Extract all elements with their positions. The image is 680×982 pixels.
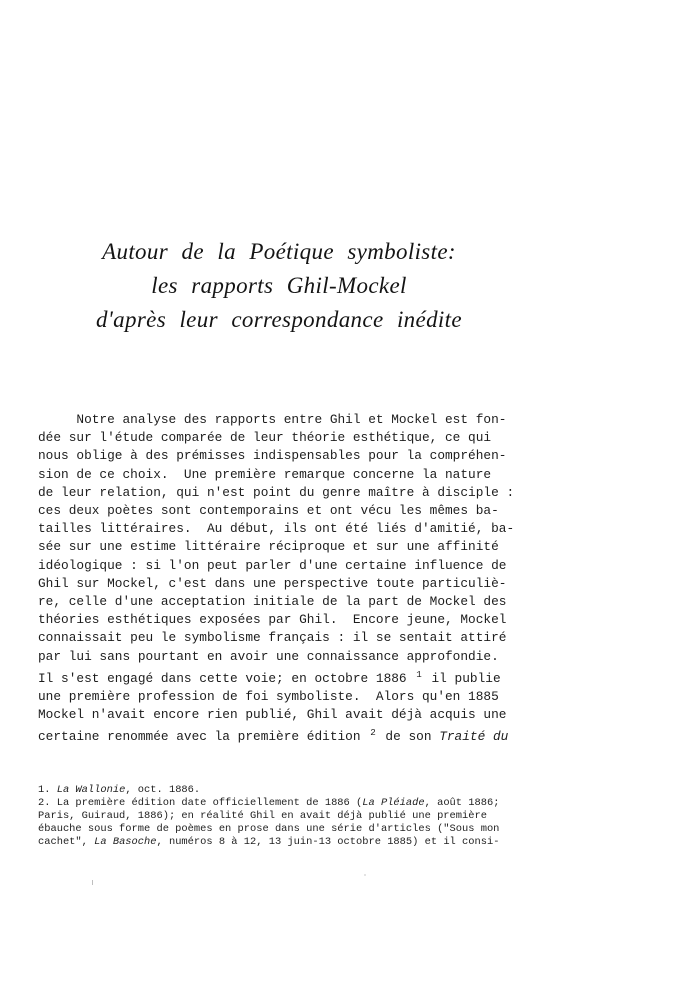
body-line: ces deux poètes sont contemporains et ont vécu les mêmes ba-	[38, 503, 499, 519]
body-line: Notre analyse des rapports entre Ghil et Mockel est fon-	[38, 412, 507, 427]
body-line: Ghil sur Mockel, c'est dans une perspective toute particuliè-	[38, 575, 507, 591]
scan-artifact-dot	[364, 874, 366, 876]
body-line: re, celle d'une acceptation initiale de la part de Mockel des	[38, 594, 507, 610]
body-line: Mockel n'avait encore rien publié, Ghil avait déjà acquis une	[38, 707, 507, 723]
footnote-line: ébauche sous forme de poèmes en prose dans une série d'articles ("Sous mon	[38, 823, 500, 836]
article-title	[48, 235, 510, 337]
body-line: nous oblige à des prémisses indispensables pour la compréhen-	[38, 448, 507, 464]
body-line: une première profession de foi symboliste. Alors qu'en 1885	[38, 689, 499, 705]
footnote-line: 2. La première édition date officiellement de 1886 (La Pléiade, août 1886;	[38, 797, 500, 810]
article-title-line-1: Autour de la Poétique symboliste:	[102, 239, 456, 264]
footnote-line: 1. La Wallonie, oct. 1886.	[38, 784, 201, 796]
footnote-line: cachet", La Basoche, numéros 8 à 12, 13 juin-13 octobre 1885) et il consi-	[38, 836, 500, 849]
footnotes-block	[38, 784, 543, 849]
body-line: de leur relation, qui n'est point du genre maître à disciple :	[38, 484, 515, 500]
body-paragraph	[38, 411, 538, 747]
scan-artifact-tick	[92, 880, 93, 885]
body-line: tailles littéraires. Au début, ils ont été liés d'amitié, ba-	[38, 521, 515, 537]
body-line: idéologique : si l'on peut parler d'une certaine influence de	[38, 557, 507, 573]
body-line: certaine renommée avec la première édition $^2$ de son Traité du	[38, 727, 509, 745]
article-title-line-2: les rapports Ghil-Mockel	[151, 273, 407, 298]
body-line: par lui sans pourtant en avoir une connaissance approfondie.	[38, 648, 499, 664]
body-line: connaissait peu le symbolisme français : il se sentait attiré	[38, 630, 507, 646]
body-line: Il s'est engagé dans cette voie; en octobre 1886 $^1$ il publie	[38, 668, 501, 686]
body-line: sion de ce choix. Une première remarque concerne la nature	[38, 466, 492, 482]
body-line: dée sur l'étude comparée de leur théorie esthétique, ce qui	[38, 430, 492, 446]
body-line: théories esthétiques exposées par Ghil. Encore jeune, Mockel	[38, 612, 507, 628]
article-title-line-3: d'après leur correspondance inédite	[96, 307, 462, 332]
footnote-line: Paris, Guiraud, 1886); en réalité Ghil en avait déjà publié une première	[38, 810, 487, 823]
body-line: sée sur une estime littéraire réciproque et sur une affinité	[38, 539, 499, 555]
